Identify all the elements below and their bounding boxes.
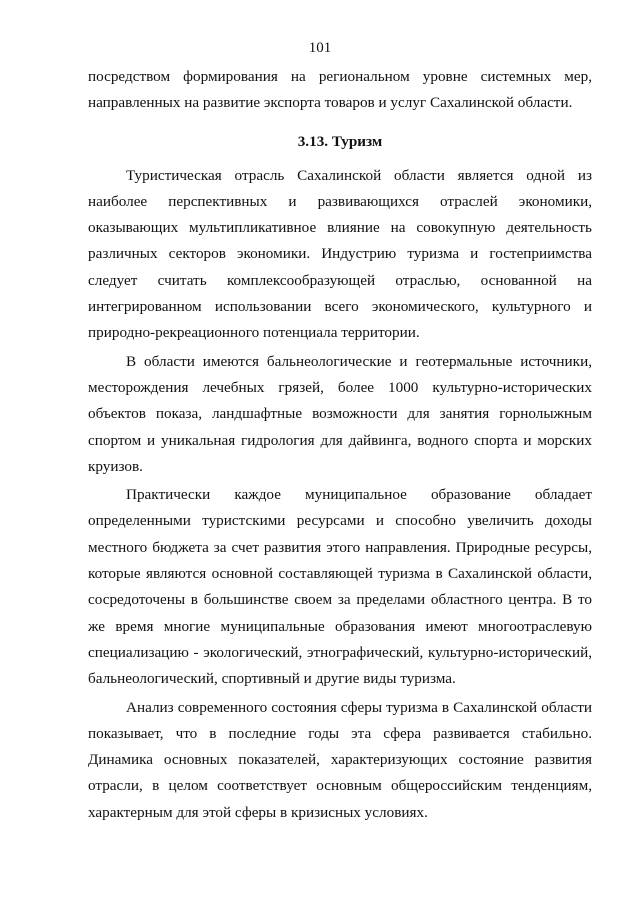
- paragraph-tourism-industry: Туристическая отрасль Сахалинской области является одной из наиболее перспективных и развивающихся отраслей экономики, оказывающих мультипликативное влияние на совокупную деятельность различных секторов экономики. Индустрию туризма и гостеприимства следует считать комплексообразующей отраслью, основанной на интегрированном использовании всего экономического, культурного и природно-рекреационного потенциала территории.: [88, 166, 592, 342]
- paragraph-analysis: Анализ современного состояния сферы туризма в Сахалинской области показывает, что в последние годы эта сфера развивается стабильно. Динамика основных показателей, характеризующих состояние развития отрасли, в целом соответствует основным общероссийским тенденциям, характерным для этой сферы в кризисных условиях.: [88, 698, 592, 821]
- page-number: 101: [308, 40, 332, 56]
- continuation-paragraph: посредством формирования на региональном уровне системных мер, направленных на развитие экспорта товаров и услуг Сахалинской области.: [88, 68, 592, 112]
- section-heading: 3.13. Туризм: [297, 132, 383, 150]
- paragraph-municipal-resources: Практически каждое муниципальное образование обладает определенными туристскими ресурсами и способно увеличить доходы местного бюджета за счет развития этого направления. Природные ресурсы, которые являются основной составляющей туризма в Сахалинской области, сосредоточены в большинстве своем за пределами областного центра. В то же время многие муниципальные образования имеют многоотраслевую специализацию - экологический, этнографический, культурно-исторический, бальнеологический, спортивный и другие виды туризма.: [88, 486, 592, 688]
- paragraph-natural-resources: В области имеются бальнеологические и геотермальные источники, месторождения лечебных грязей, более 1000 культурно-исторических объектов показа, ландшафтные возможности для занятия горнолыжным спортом и уникальная гидрология для дайвинга, водного спорта и морских круизов.: [88, 352, 592, 475]
- page-content: [88, 64, 592, 826]
